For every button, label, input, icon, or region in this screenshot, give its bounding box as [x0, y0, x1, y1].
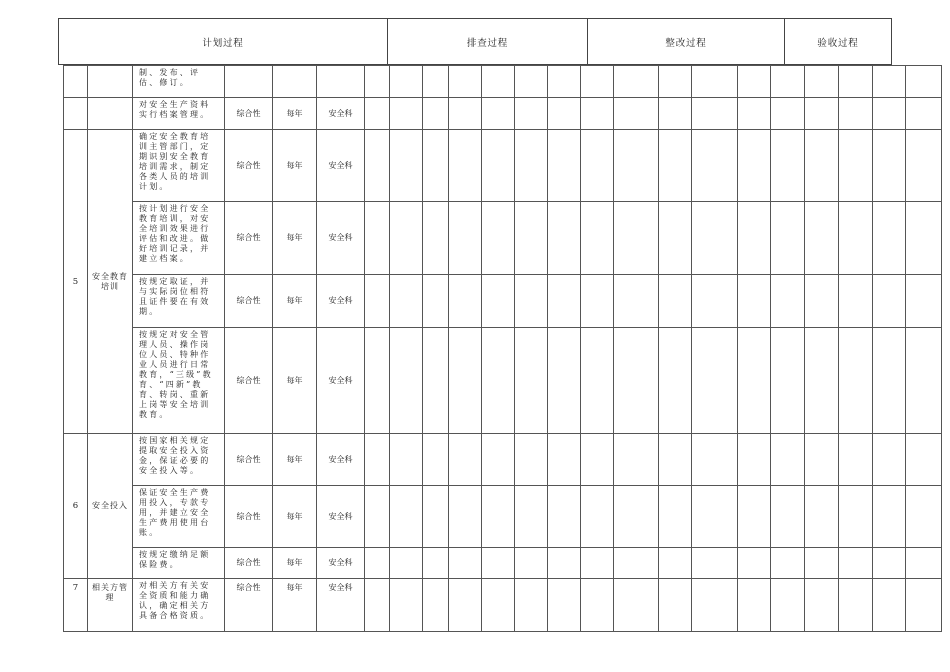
empty-cell [873, 486, 906, 548]
empty-cell [548, 202, 581, 275]
empty-cell [581, 434, 614, 486]
type-cell: 综合性 [225, 486, 273, 548]
empty-cell [839, 98, 873, 130]
group-number: 7 [64, 579, 88, 632]
table-row [64, 275, 942, 328]
inspection-plan-table [63, 65, 942, 632]
type-cell: 综合性 [225, 548, 273, 579]
empty-cell [839, 275, 873, 328]
empty-cell [548, 130, 581, 202]
empty-cell [581, 328, 614, 434]
empty-cell [390, 130, 423, 202]
empty-cell [906, 130, 942, 202]
empty-cell [738, 486, 771, 548]
table-row [64, 579, 942, 632]
empty-cell [906, 98, 942, 130]
empty-cell [692, 486, 738, 548]
empty-cell [873, 434, 906, 486]
empty-cell [482, 202, 515, 275]
dept-cell: 安全科 [317, 202, 365, 275]
type-cell: 综合性 [225, 328, 273, 434]
empty-cell [873, 130, 906, 202]
empty-cell [659, 275, 692, 328]
empty-cell [614, 328, 659, 434]
empty-cell [482, 548, 515, 579]
dept-cell: 安全科 [317, 548, 365, 579]
freq-cell [273, 66, 317, 98]
empty-cell [692, 548, 738, 579]
empty-cell [738, 434, 771, 486]
type-cell: 综合性 [225, 275, 273, 328]
empty-cell [390, 434, 423, 486]
table-row [64, 202, 942, 275]
empty-cell [614, 486, 659, 548]
empty-cell [805, 548, 839, 579]
empty-cell [390, 486, 423, 548]
item-cell: 按计划进行安全教育培训，对安全培训效果进行评估和改进。做好培训记录，并建立档案。 [133, 202, 225, 275]
empty-cell [449, 328, 482, 434]
empty-cell [365, 66, 390, 98]
empty-cell [659, 548, 692, 579]
empty-cell [423, 486, 449, 548]
empty-cell [873, 275, 906, 328]
empty-cell [423, 202, 449, 275]
table-row [64, 66, 942, 98]
group-category: 安全投入 [88, 434, 133, 579]
empty-cell [659, 130, 692, 202]
empty-cell [873, 98, 906, 130]
empty-cell [873, 66, 906, 98]
empty-cell [805, 66, 839, 98]
empty-cell [390, 548, 423, 579]
empty-cell [482, 486, 515, 548]
empty-cell [548, 328, 581, 434]
item-cell: 按国家相关规定提取安全投入资金，保证必要的安全投入等。 [133, 434, 225, 486]
empty-cell [771, 548, 805, 579]
empty-cell [906, 579, 942, 632]
dept-cell: 安全科 [317, 130, 365, 202]
empty-cell [873, 328, 906, 434]
empty-cell [449, 548, 482, 579]
empty-cell [482, 579, 515, 632]
empty-cell [365, 275, 390, 328]
group-number: 6 [64, 434, 88, 579]
empty-cell [839, 328, 873, 434]
empty-cell [692, 202, 738, 275]
empty-cell [692, 130, 738, 202]
empty-cell [390, 202, 423, 275]
empty-cell [548, 548, 581, 579]
empty-cell [365, 579, 390, 632]
empty-cell [581, 130, 614, 202]
empty-cell [423, 434, 449, 486]
group-category: 安全教育培训 [88, 130, 133, 434]
empty-cell [839, 130, 873, 202]
type-cell: 综合性 [225, 130, 273, 202]
process-header [58, 18, 892, 65]
freq-cell: 每年 [273, 579, 317, 632]
type-cell: 综合性 [225, 202, 273, 275]
empty-cell [659, 328, 692, 434]
empty-cell [449, 579, 482, 632]
empty-cell [771, 579, 805, 632]
empty-cell [515, 486, 548, 548]
item-cell: 按规定取证，并与实际岗位相符且证件要在有效期。 [133, 275, 225, 328]
empty-cell [482, 328, 515, 434]
empty-cell [805, 434, 839, 486]
empty-cell [738, 66, 771, 98]
empty-cell [873, 548, 906, 579]
empty-cell [581, 66, 614, 98]
dept-cell: 安全科 [317, 328, 365, 434]
empty-cell [659, 486, 692, 548]
empty-cell [738, 548, 771, 579]
empty-cell [692, 328, 738, 434]
empty-cell [581, 275, 614, 328]
dept-cell: 安全科 [317, 434, 365, 486]
empty-cell [839, 579, 873, 632]
empty-cell [390, 66, 423, 98]
item-cell: 对相关方有关安全资质和能力确认，确定相关方具备合格资质。 [133, 579, 225, 632]
empty-cell [614, 66, 659, 98]
empty-cell [365, 202, 390, 275]
empty-cell [738, 98, 771, 130]
empty-cell [390, 98, 423, 130]
table-row [64, 486, 942, 548]
empty-cell [906, 202, 942, 275]
freq-cell: 每年 [273, 548, 317, 579]
empty-cell [839, 548, 873, 579]
empty-cell [482, 130, 515, 202]
empty-cell [515, 202, 548, 275]
dept-cell: 安全科 [317, 98, 365, 130]
empty-cell [614, 434, 659, 486]
empty-cell [449, 486, 482, 548]
item-cell: 对安全生产资料实行档案管理。 [133, 98, 225, 130]
empty-cell [839, 486, 873, 548]
empty-cell [449, 275, 482, 328]
empty-cell [548, 486, 581, 548]
empty-cell [482, 66, 515, 98]
empty-cell [365, 328, 390, 434]
empty-cell [771, 434, 805, 486]
empty-cell [659, 66, 692, 98]
empty-cell [614, 579, 659, 632]
empty-cell [482, 98, 515, 130]
no-cell [64, 66, 88, 98]
empty-cell [839, 434, 873, 486]
empty-cell [805, 275, 839, 328]
empty-cell [365, 98, 390, 130]
empty-cell [692, 275, 738, 328]
empty-cell [423, 275, 449, 328]
freq-cell: 每年 [273, 130, 317, 202]
table-row [64, 98, 942, 130]
empty-cell [515, 328, 548, 434]
empty-cell [390, 328, 423, 434]
empty-cell [423, 579, 449, 632]
empty-cell [423, 328, 449, 434]
type-cell: 综合性 [225, 434, 273, 486]
item-cell: 保证安全生产费用投入，专款专用，并建立安全生产费用使用台账。 [133, 486, 225, 548]
empty-cell [614, 98, 659, 130]
type-cell: 综合性 [225, 579, 273, 632]
empty-cell [738, 328, 771, 434]
empty-cell [771, 328, 805, 434]
empty-cell [515, 548, 548, 579]
empty-cell [515, 130, 548, 202]
empty-cell [449, 98, 482, 130]
empty-cell [581, 486, 614, 548]
freq-cell: 每年 [273, 202, 317, 275]
freq-cell: 每年 [273, 275, 317, 328]
empty-cell [365, 486, 390, 548]
empty-cell [805, 579, 839, 632]
empty-cell [548, 275, 581, 328]
category-cell [88, 98, 133, 130]
empty-cell [738, 202, 771, 275]
empty-cell [771, 130, 805, 202]
empty-cell [738, 130, 771, 202]
empty-cell [614, 130, 659, 202]
empty-cell [692, 98, 738, 130]
empty-cell [659, 202, 692, 275]
empty-cell [449, 66, 482, 98]
empty-cell [423, 66, 449, 98]
empty-cell [515, 98, 548, 130]
plan-process-header: 计划过程 [202, 37, 244, 49]
empty-cell [482, 434, 515, 486]
no-cell [64, 98, 88, 130]
category-cell [88, 66, 133, 98]
empty-cell [771, 202, 805, 275]
empty-cell [906, 548, 942, 579]
dept-cell: 安全科 [317, 275, 365, 328]
empty-cell [449, 202, 482, 275]
empty-cell [390, 275, 423, 328]
table-row [64, 328, 942, 434]
empty-cell [515, 434, 548, 486]
empty-cell [805, 98, 839, 130]
item-cell: 按规定缴纳足额保险费。 [133, 548, 225, 579]
type-cell: 综合性 [225, 98, 273, 130]
empty-cell [906, 275, 942, 328]
accept-process-header: 验收过程 [817, 37, 859, 49]
empty-cell [365, 434, 390, 486]
empty-cell [614, 275, 659, 328]
empty-cell [805, 486, 839, 548]
empty-cell [659, 579, 692, 632]
empty-cell [692, 66, 738, 98]
empty-cell [515, 579, 548, 632]
item-cell: 制、发布、评估、修订。 [133, 66, 225, 98]
empty-cell [515, 66, 548, 98]
empty-cell [906, 434, 942, 486]
dept-cell [317, 66, 365, 98]
empty-cell [839, 66, 873, 98]
empty-cell [423, 130, 449, 202]
empty-cell [692, 579, 738, 632]
table-row [64, 130, 942, 202]
empty-cell [449, 434, 482, 486]
item-cell: 确定安全教育培训主管部门，定期识别安全教育培训需求，制定各类人员的培训计划。 [133, 130, 225, 202]
empty-cell [548, 579, 581, 632]
empty-cell [423, 548, 449, 579]
empty-cell [659, 434, 692, 486]
empty-cell [839, 202, 873, 275]
empty-cell [548, 434, 581, 486]
group-category: 相关方管理 [88, 579, 133, 632]
empty-cell [771, 98, 805, 130]
empty-cell [581, 202, 614, 275]
empty-cell [873, 579, 906, 632]
table-row [64, 548, 942, 579]
empty-cell [873, 202, 906, 275]
empty-cell [390, 579, 423, 632]
item-cell: 按规定对安全管理人员、操作岗位人员、特种作业人员进行日常教育，“三级”教育、“四新”教育、转岗、重新上岗等安全培训教育。 [133, 328, 225, 434]
empty-cell [548, 98, 581, 130]
dept-cell: 安全科 [317, 579, 365, 632]
empty-cell [482, 275, 515, 328]
empty-cell [659, 98, 692, 130]
empty-cell [692, 434, 738, 486]
empty-cell [515, 275, 548, 328]
empty-cell [449, 130, 482, 202]
empty-cell [365, 130, 390, 202]
empty-cell [771, 66, 805, 98]
inspect-process-header: 排查过程 [466, 37, 509, 49]
empty-cell [771, 275, 805, 328]
group-number: 5 [64, 130, 88, 434]
empty-cell [771, 486, 805, 548]
empty-cell [906, 486, 942, 548]
empty-cell [614, 202, 659, 275]
freq-cell: 每年 [273, 98, 317, 130]
empty-cell [738, 275, 771, 328]
empty-cell [906, 328, 942, 434]
rectify-process-header: 整改过程 [665, 37, 707, 49]
freq-cell: 每年 [273, 434, 317, 486]
empty-cell [805, 202, 839, 275]
freq-cell: 每年 [273, 486, 317, 548]
type-cell [225, 66, 273, 98]
empty-cell [581, 579, 614, 632]
empty-cell [581, 98, 614, 130]
empty-cell [738, 579, 771, 632]
empty-cell [423, 98, 449, 130]
empty-cell [365, 548, 390, 579]
empty-cell [805, 130, 839, 202]
freq-cell: 每年 [273, 328, 317, 434]
empty-cell [906, 66, 942, 98]
empty-cell [548, 66, 581, 98]
table-row [64, 434, 942, 486]
empty-cell [805, 328, 839, 434]
empty-cell [614, 548, 659, 579]
empty-cell [581, 548, 614, 579]
dept-cell: 安全科 [317, 486, 365, 548]
